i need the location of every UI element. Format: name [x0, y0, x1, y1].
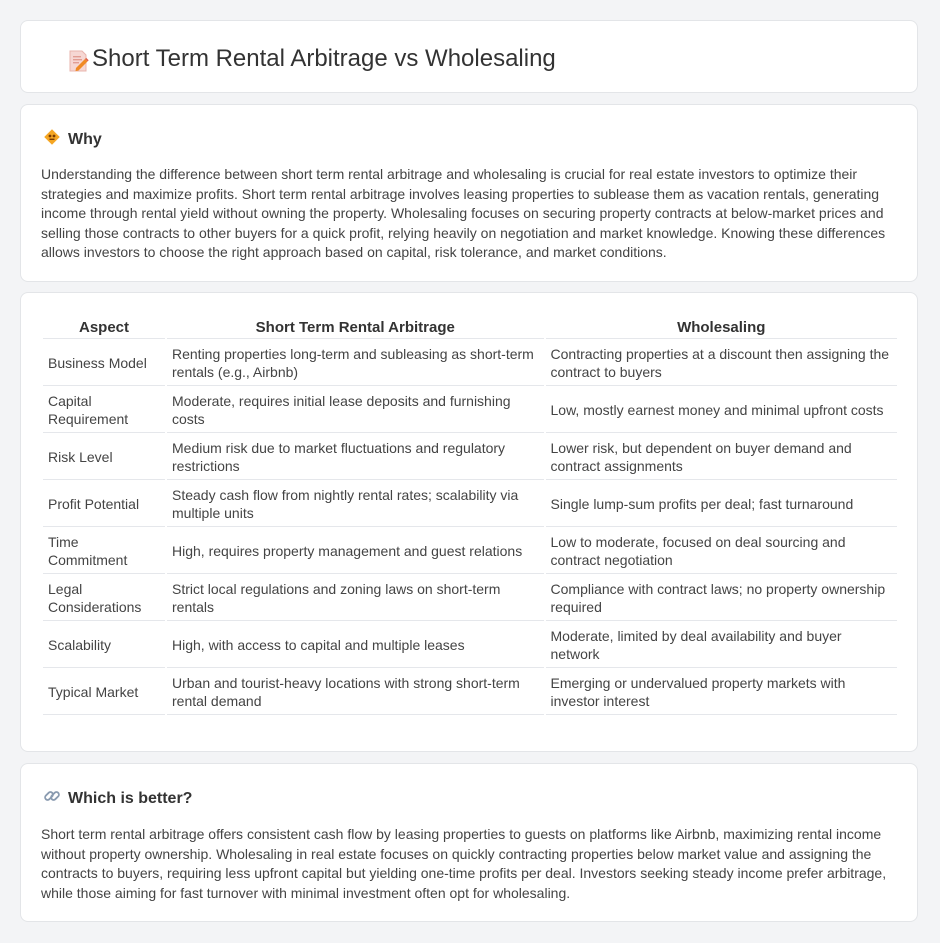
document-pencil-icon — [67, 49, 91, 78]
which-is-better-section — [20, 763, 918, 922]
arbitrage-cell: Medium risk due to market fluctuations and regulatory restrictions — [167, 435, 544, 480]
table-row — [43, 435, 897, 480]
aspect-cell: Legal Considerations — [43, 576, 165, 621]
arbitrage-cell: Steady cash flow from nightly rental rates; scalability via multiple units — [167, 482, 544, 527]
wholesaling-cell: Low to moderate, focused on deal sourcing and contract negotiation — [546, 529, 897, 574]
table-row — [43, 388, 897, 433]
header-card — [20, 20, 918, 93]
aspect-cell: Typical Market — [43, 670, 165, 715]
table-row — [43, 482, 897, 527]
aspect-cell: Scalability — [43, 623, 165, 668]
comparison-table — [41, 313, 899, 717]
wholesaling-cell: Compliance with contract laws; no property ownership required — [546, 576, 897, 621]
why-title: Why — [68, 130, 102, 148]
arbitrage-cell: High, with access to capital and multiple leases — [167, 623, 544, 668]
aspect-cell: Risk Level — [43, 435, 165, 480]
comparison-card — [20, 292, 918, 752]
better-title: Which is better? — [68, 789, 193, 807]
diamond-warning-icon — [43, 128, 61, 151]
table-row — [43, 529, 897, 574]
page-title: Short Term Rental Arbitrage vs Wholesaling — [92, 45, 556, 72]
wholesaling-cell: Contracting properties at a discount then assigning the contract to buyers — [546, 341, 897, 386]
wholesaling-cell: Single lump-sum profits per deal; fast turnaround — [546, 482, 897, 527]
table-header-row — [43, 315, 897, 339]
wholesaling-cell: Low, mostly earnest money and minimal upfront costs — [546, 388, 897, 433]
aspect-cell: Time Commitment — [43, 529, 165, 574]
wholesaling-cell: Lower risk, but dependent on buyer demand and contract assignments — [546, 435, 897, 480]
wholesaling-cell: Moderate, limited by deal availability and buyer network — [546, 623, 897, 668]
arbitrage-cell: Renting properties long-term and subleasing as short-term rentals (e.g., Airbnb) — [167, 341, 544, 386]
wholesaling-cell: Emerging or undervalued property markets with investor interest — [546, 670, 897, 715]
aspect-cell: Capital Requirement — [43, 388, 165, 433]
arbitrage-cell: High, requires property management and guest relations — [167, 529, 544, 574]
table-row — [43, 576, 897, 621]
table-row — [43, 341, 897, 386]
arbitrage-cell: Moderate, requires initial lease deposits and furnishing costs — [167, 388, 544, 433]
header-wholesaling: Wholesaling — [546, 315, 897, 339]
why-heading — [43, 128, 102, 151]
aspect-cell: Business Model — [43, 341, 165, 386]
header-aspect: Aspect — [43, 315, 165, 339]
why-text: Understanding the difference between short term rental arbitrage and wholesaling is crucial for real estate investors to optimize their strategies and maximize profits. Short term rental arbitrage involves leasing properties to sublease them as vacation rentals, generating income through rental yield without owning the property. Wholesaling focuses on securing property contracts at below-market prices and selling those contracts to other buyers for a quick profit, relying heavily on negotiation and market knowledge. Knowing these differences allows investors to choose the right approach based on capital, risk tolerance, and market conditions. — [41, 166, 886, 261]
arbitrage-cell: Urban and tourist-heavy locations with strong short-term rental demand — [167, 670, 544, 715]
why-section — [20, 104, 918, 282]
better-text: Short term rental arbitrage offers consistent cash flow by leasing properties to guests on platforms like Airbnb, maximizing rental income without property ownership. Wholesaling in real estate focuses on quickly contracting properties below market value and assigning the contracts to buyers, requiring less upfront capital but yielding one-time profits per deal. Investors seeking steady income prefer arbitrage, while those aiming for fast turnover with minimal investment often opt for wholesaling. — [41, 826, 887, 901]
arbitrage-cell: Strict local regulations and zoning laws on short-term rentals — [167, 576, 544, 621]
better-heading — [43, 787, 192, 810]
link-icon — [43, 787, 61, 810]
table-row — [43, 623, 897, 668]
aspect-cell: Profit Potential — [43, 482, 165, 527]
header-arbitrage: Short Term Rental Arbitrage — [167, 315, 544, 339]
table-row — [43, 670, 897, 715]
